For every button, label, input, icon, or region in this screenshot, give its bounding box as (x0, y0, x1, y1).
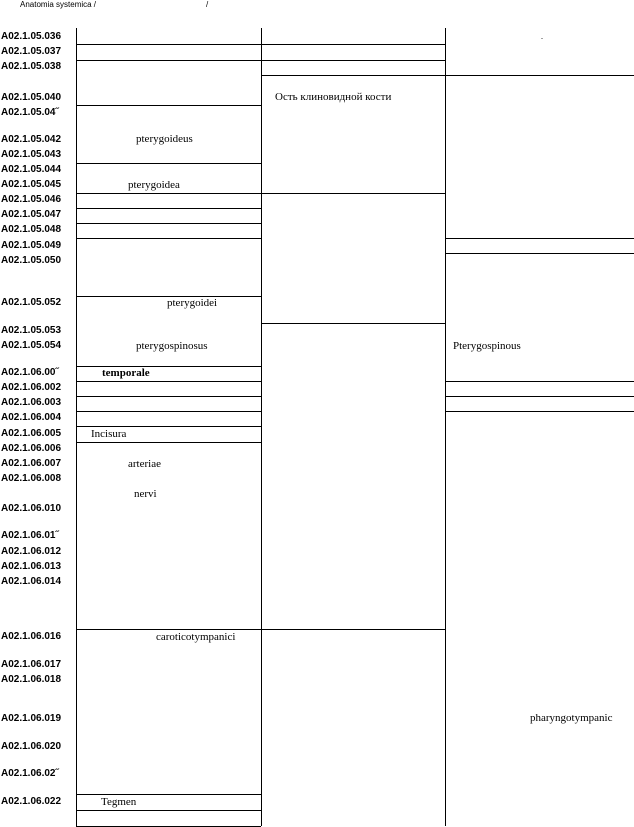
latin-row-line (76, 411, 261, 412)
english-dot: . (541, 32, 543, 41)
latin-row-line (76, 810, 261, 811)
code-a02-1-06-007: A02.1.06.007 (1, 458, 62, 469)
code-a02-1-05-045: A02.1.05.045 (1, 179, 62, 190)
latin-row-line (76, 223, 261, 224)
latin-row-line (76, 442, 261, 443)
latin-term-pterygospinosus: pterygospinosus (136, 340, 208, 352)
code-a02-1-06-017: A02.1.06.017 (1, 659, 62, 670)
code-a02-1-05-041: A02.1.05.04˝ (1, 107, 59, 118)
code-a02-1-06-004: A02.1.06.004 (1, 412, 62, 423)
code-a02-1-05-043: A02.1.05.043 (1, 149, 62, 160)
code-a02-1-05-036: A02.1.05.036 (1, 31, 62, 42)
header-section: Anatomia systemica / (20, 0, 97, 9)
code-a02-1-06-005: A02.1.06.005 (1, 428, 62, 439)
english-row-line (445, 75, 634, 76)
column-line-latin-right (261, 28, 262, 826)
latin-term-tegmen: Tegmen (101, 796, 137, 808)
latin-term-nervi: nervi (134, 488, 157, 500)
latin-row-line (76, 426, 261, 427)
code-a02-1-06-018: A02.1.06.018 (1, 674, 62, 685)
header-slash: / (206, 0, 209, 9)
code-a02-1-06-006: A02.1.06.006 (1, 443, 62, 454)
code-a02-1-06-014: A02.1.06.014 (1, 576, 62, 587)
code-a02-1-05-044: A02.1.05.044 (1, 164, 62, 175)
code-a02-1-05-040: A02.1.05.040 (1, 92, 62, 103)
code-a02-1-06-011: A02.1.06.01˝ (1, 530, 59, 541)
english-term-pterygospinous: Pterygospinous (453, 340, 521, 352)
code-a02-1-05-052: A02.1.05.052 (1, 297, 62, 308)
latin-term-pterygoidei: pterygoidei (167, 297, 218, 309)
latin-row-line (76, 60, 261, 61)
latin-term-caroticotympanici: caroticotympanici (156, 631, 236, 643)
code-a02-1-05-037: A02.1.05.037 (1, 46, 62, 57)
russian-row-line (261, 323, 445, 324)
code-a02-1-05-047: A02.1.05.047 (1, 209, 62, 220)
code-a02-1-06-002: A02.1.06.002 (1, 382, 62, 393)
latin-row-line (76, 238, 261, 239)
russian-row-line (261, 193, 445, 194)
code-a02-1-05-048: A02.1.05.048 (1, 224, 62, 235)
english-row-line (445, 381, 634, 382)
code-a02-1-05-053: A02.1.05.053 (1, 325, 62, 336)
russian-row-line (261, 60, 445, 61)
russian-row-line (261, 44, 445, 45)
code-a02-1-06-020: A02.1.06.020 (1, 741, 62, 752)
english-row-line (445, 253, 634, 254)
russian-term-spina: Ость клиновидной кости (275, 91, 392, 103)
latin-row-line (76, 396, 261, 397)
latin-term-incisura: Incisura (91, 428, 127, 440)
column-line-latin-left (76, 28, 77, 826)
code-a02-1-06-016: A02.1.06.016 (1, 631, 62, 642)
latin-row-line (76, 44, 261, 45)
latin-row-line (76, 163, 261, 164)
english-term-pharyngotympanic: pharyngotympanic (530, 712, 613, 724)
code-a02-1-05-050: A02.1.05.050 (1, 255, 62, 266)
latin-row-line (76, 381, 261, 382)
code-a02-1-06-021: A02.1.06.02˝ (1, 768, 59, 779)
english-row-line (445, 396, 634, 397)
latin-row-line (76, 629, 261, 630)
code-a02-1-06-008: A02.1.06.008 (1, 473, 62, 484)
code-a02-1-06-019: A02.1.06.019 (1, 713, 62, 724)
latin-term-arteriae: arteriae (128, 458, 161, 470)
latin-term-temporale: temporale (102, 367, 150, 379)
latin-term-pterygoideus: pterygoideus (136, 133, 193, 145)
code-a02-1-05-046: A02.1.05.046 (1, 194, 62, 205)
latin-row-line (76, 193, 261, 194)
code-a02-1-06-012: A02.1.06.012 (1, 546, 62, 557)
code-a02-1-05-042: A02.1.05.042 (1, 134, 62, 145)
code-a02-1-06-010: A02.1.06.010 (1, 503, 62, 514)
english-row-line (445, 238, 634, 239)
english-row-line (445, 411, 634, 412)
code-a02-1-06-001: A02.1.06.00˝ (1, 367, 59, 378)
russian-row-line (261, 629, 445, 630)
latin-row-line (76, 794, 261, 795)
running-header (20, 0, 209, 9)
column-line-russian-right (445, 28, 446, 826)
latin-row-line (76, 208, 261, 209)
code-a02-1-06-022: A02.1.06.022 (1, 796, 62, 807)
russian-row-line (261, 75, 445, 76)
code-a02-1-05-038: A02.1.05.038 (1, 61, 62, 72)
code-a02-1-05-054: A02.1.05.054 (1, 340, 62, 351)
code-a02-1-06-003: A02.1.06.003 (1, 397, 62, 408)
latin-row-line (76, 105, 261, 106)
latin-term-pterygoidea: pterygoidea (128, 179, 180, 191)
code-a02-1-06-013: A02.1.06.013 (1, 561, 62, 572)
code-a02-1-05-049: A02.1.05.049 (1, 240, 62, 251)
